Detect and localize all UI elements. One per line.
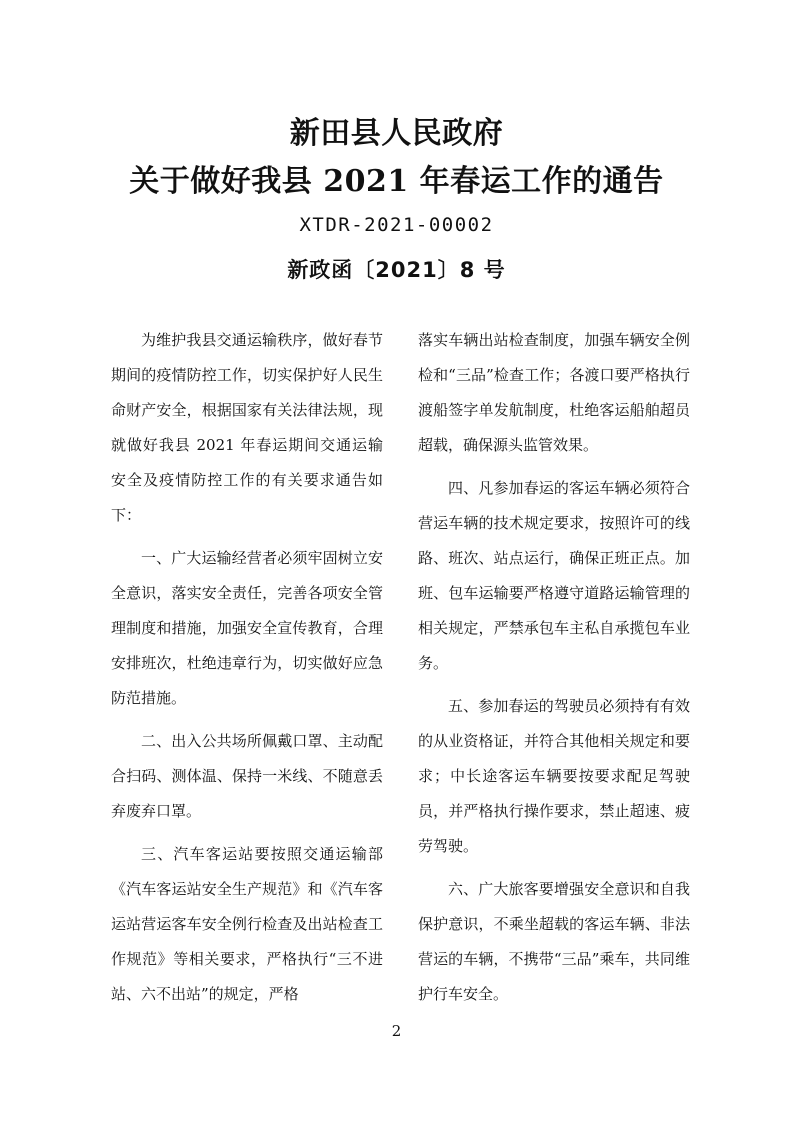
page-number: 2	[391, 1022, 402, 1040]
paragraph-item-3-continued: 落实车辆出站检查制度，加强车辆安全例检和“三品”检查工作；各渡口要严格执行渡船签字单发航制度，杜绝客运船舶超员超载，确保源头监管效果。	[418, 331, 690, 454]
intro-paragraph: 为维护我县交通运输秩序，做好春节期间的疫情防控工作，切实保护好人民生命财产安全，根据国家有关法律法规，现就做好我县 2021 年春运期间交通运输安全及疫情防控工作的有关要求通告如下：	[111, 331, 383, 524]
document-number: 新政函〔2021〕8 号	[287, 258, 506, 282]
document-title-line-1: 新田县人民政府	[289, 116, 504, 151]
paragraph-item-1: 一、广大运输经营者必须牢固树立安全意识，落实安全责任，完善各项安全管理制度和措施，加强安全宣传教育，合理安排班次，杜绝违章行为，切实做好应急防范措施。	[111, 549, 383, 707]
left-column	[111, 323, 383, 1020]
paragraph-item-3: 三、汽车客运站要按照交通运输部《汽车客运站安全生产规范》和《汽车客运站营运客车安全例行检查及出站检查工作规范》等相关要求，严格执行“三不进站、六不出站”的规定，严格	[111, 845, 383, 1003]
document-code: XTDR-2021-00002	[299, 214, 494, 236]
paragraph-item-5: 五、参加春运的驾驶员必须持有有效的从业资格证，并符合其他相关规定和要求；中长途客运车辆要按要求配足驾驶员，并严格执行操作要求，禁止超速、疲劳驾驶。	[418, 697, 690, 855]
paragraph-item-2: 二、出入公共场所佩戴口罩、主动配合扫码、测体温、保持一米线、不随意丢弃废弃口罩。	[111, 732, 383, 820]
right-column	[418, 323, 690, 1020]
paragraph-item-6: 六、广大旅客要增强安全意识和自我保护意识，不乘坐超载的客运车辆、非法营运的车辆，不携带“三品”乘车，共同维护行车安全。	[418, 880, 690, 1003]
document-title-line-2: 关于做好我县 2021 年春运工作的通告	[129, 164, 664, 199]
paragraph-item-4: 四、凡参加春运的客运车辆必须符合营运车辆的技术规定要求，按照许可的线路、班次、站点运行，确保正班正点。加班、包车运输要严格遵守道路运输管理的相关规定，严禁承包车主私自承揽包车业务。	[418, 479, 690, 672]
